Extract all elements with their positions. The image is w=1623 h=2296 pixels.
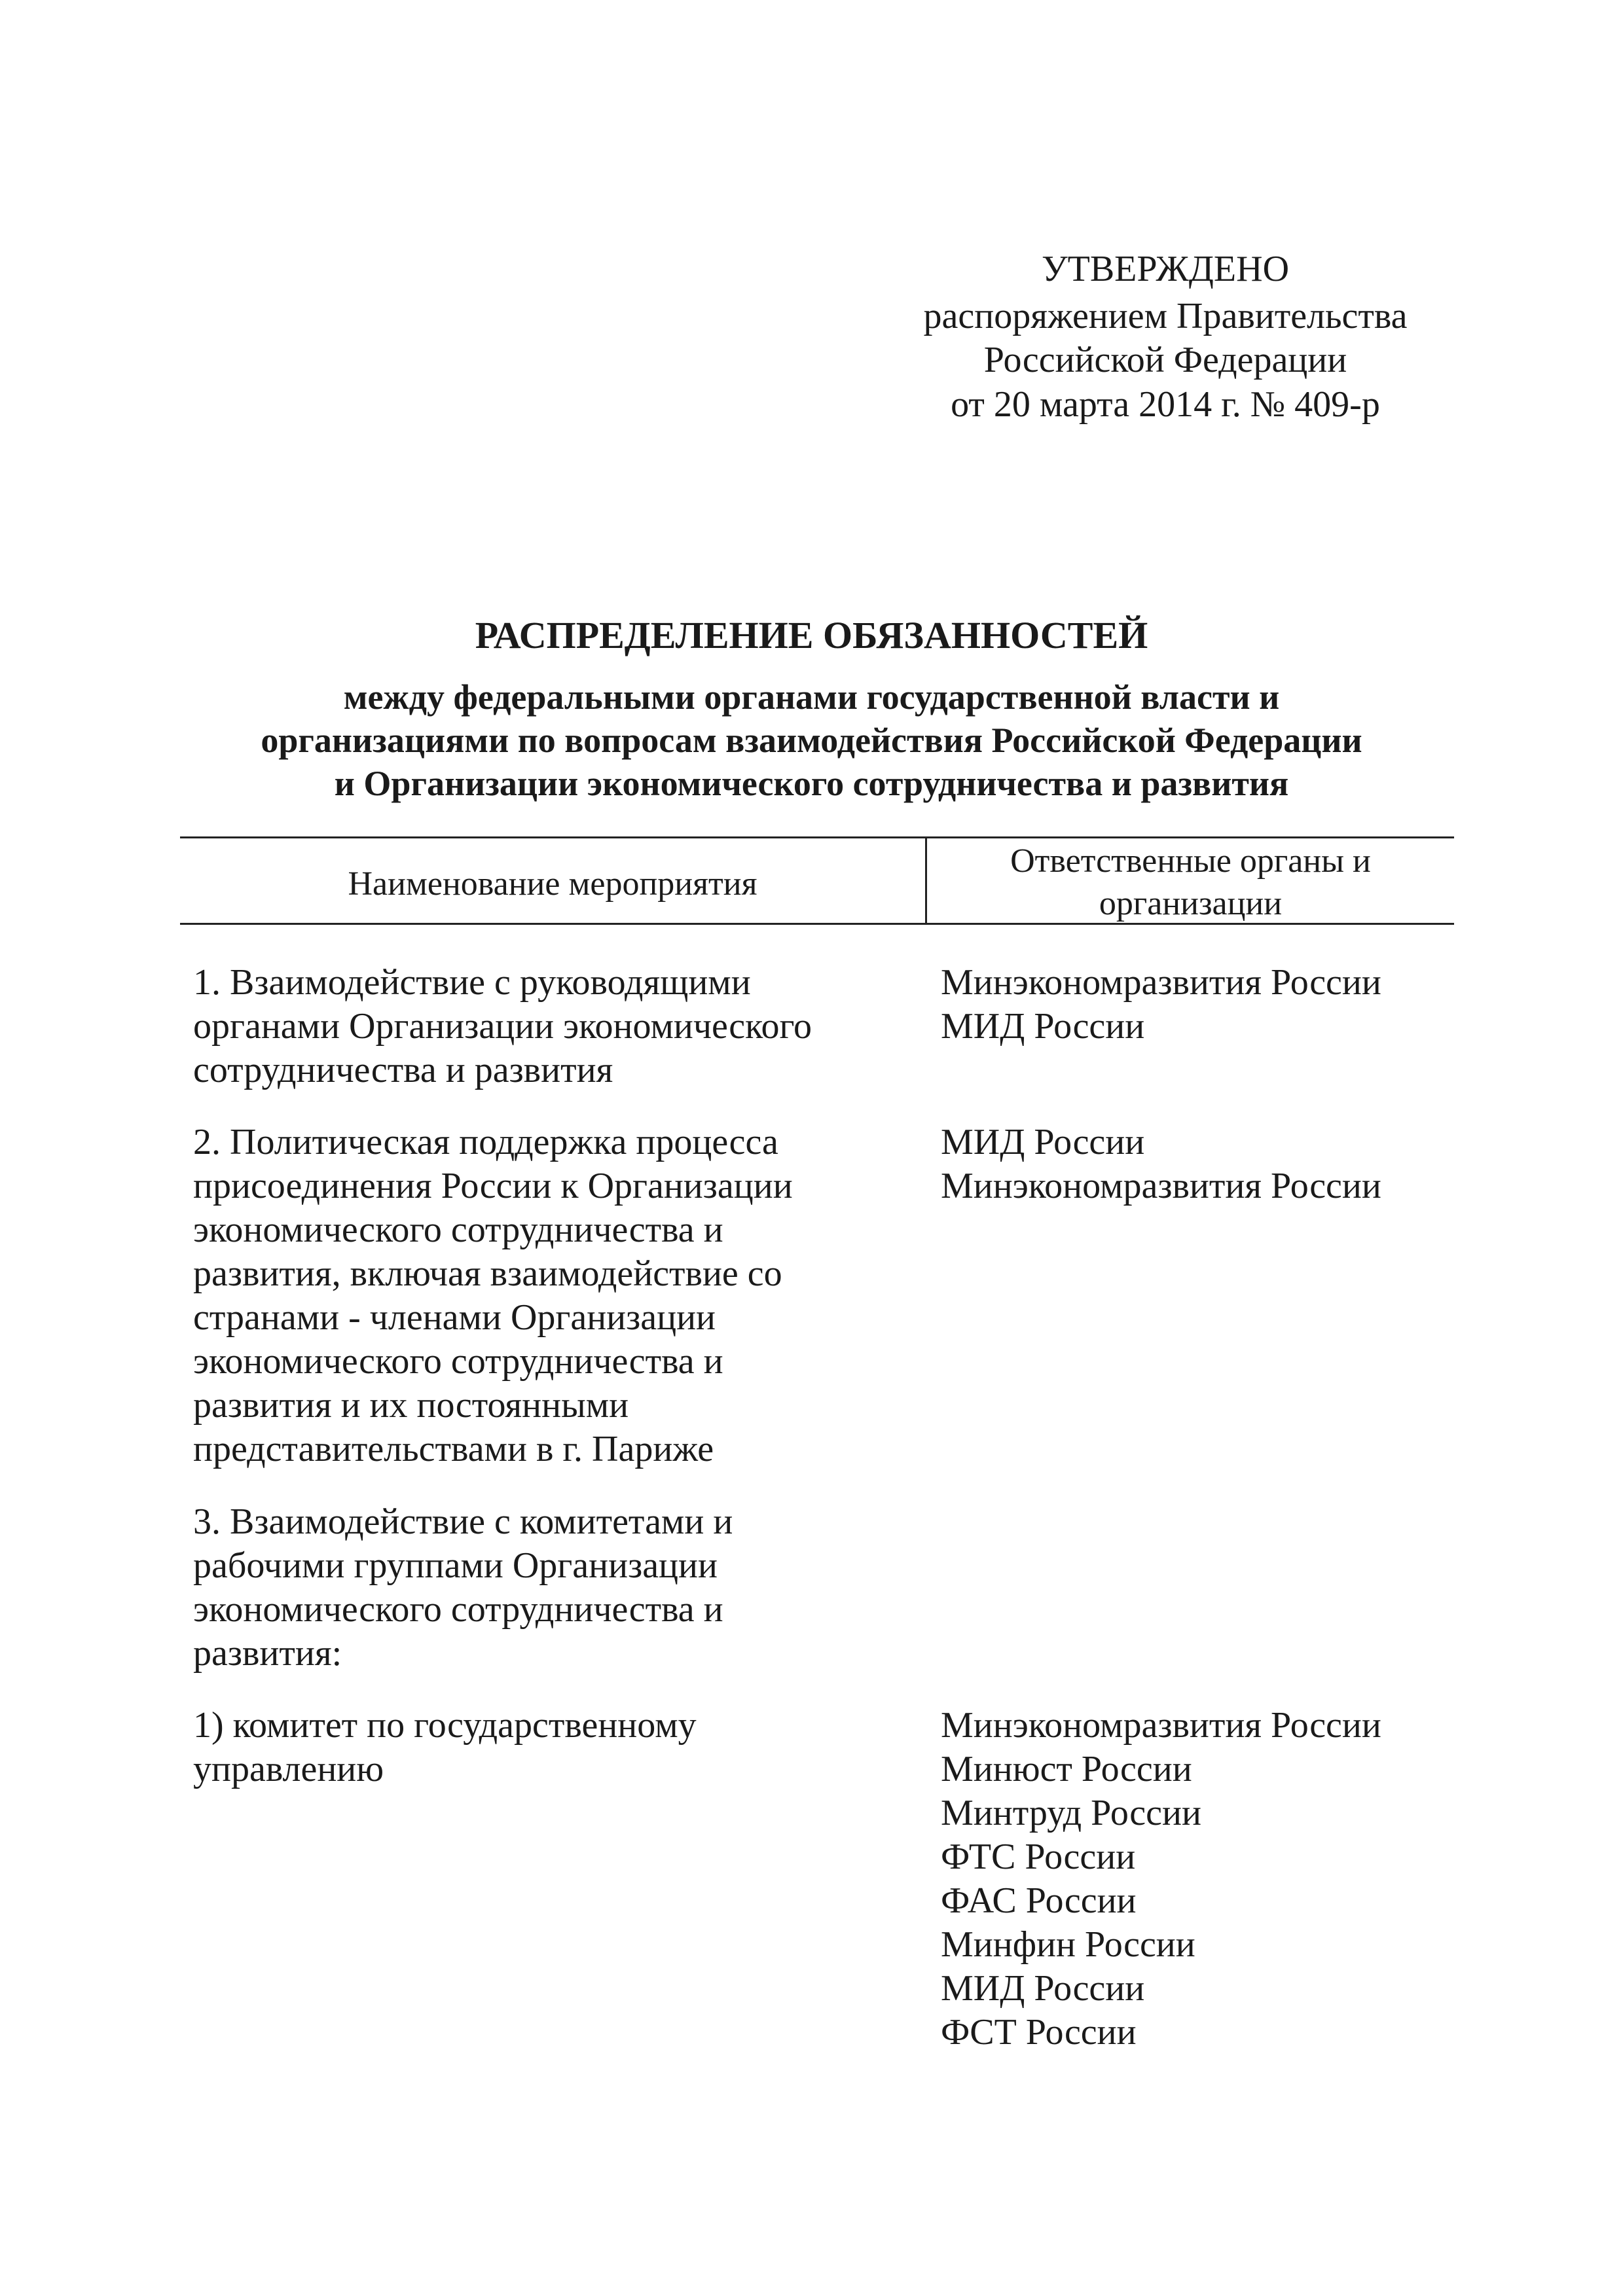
cell-line: 1) комитет по государственному	[193, 1705, 697, 1746]
approval-line-1: распоряжением Правительства	[923, 296, 1408, 336]
cell-line: Минэкономразвития России	[941, 1705, 1381, 1746]
cell-line: присоединения России к Организации	[193, 1166, 793, 1206]
cell-line: Минюст России	[941, 1749, 1192, 1789]
cell-line: экономического сотрудничества и	[193, 1589, 723, 1630]
table-row-2-activity	[193, 1121, 793, 1471]
table-row-1-responsible	[941, 961, 1381, 1049]
cell-line: экономического сотрудничества и	[193, 1210, 723, 1250]
cell-line: управлению	[193, 1749, 384, 1789]
table-row-4-activity	[193, 1704, 697, 1791]
table-row-1-activity	[193, 961, 812, 1092]
column-header-activity: Наименование мероприятия	[348, 865, 757, 903]
cell-line: Минфин России	[941, 1924, 1195, 1965]
cell-line: сотрудничества и развития	[193, 1050, 613, 1090]
cell-line: органами Организации экономического	[193, 1006, 812, 1047]
table-row-3-activity	[193, 1500, 733, 1676]
cell-line: МИД России	[941, 1006, 1145, 1047]
cell-line: 2. Политическая поддержка процесса	[193, 1122, 778, 1162]
cell-line: ФСТ России	[941, 2012, 1137, 2053]
cell-line: 1. Взаимодействие с руководящими	[193, 962, 751, 1003]
cell-line: ФАС России	[941, 1880, 1137, 1921]
approval-line-2: Российской Федерации	[983, 340, 1347, 380]
cell-line: экономического сотрудничества и	[193, 1341, 723, 1382]
cell-line: Минэкономразвития России	[941, 1166, 1381, 1206]
cell-line: Минэкономразвития России	[941, 962, 1381, 1003]
cell-line: представительствами в г. Париже	[193, 1429, 714, 1469]
document-subtitle-line-2: организациями по вопросам взаимодействия Российской Федерации	[261, 721, 1362, 760]
document-title: РАСПРЕДЕЛЕНИЕ ОБЯЗАННОСТЕЙ	[475, 614, 1148, 656]
approval-heading: УТВЕРЖДЕНО	[1041, 249, 1290, 289]
column-header-responsible-line-1: Ответственные органы и	[1010, 842, 1371, 880]
table-row-4-responsible	[941, 1704, 1381, 2054]
document-subtitle-line-3: и Организации экономического сотрудничества и развития	[334, 764, 1289, 803]
cell-line: развития:	[193, 1633, 342, 1674]
cell-line: странами - членами Организации	[193, 1297, 716, 1338]
cell-line: Минтруд России	[941, 1793, 1201, 1833]
cell-line: развития, включая взаимодействие со	[193, 1253, 782, 1294]
document-subtitle-line-1: между федеральными органами государственной власти и	[343, 677, 1280, 717]
table-top-rule	[180, 836, 1454, 838]
table-header-bottom-rule	[180, 923, 1454, 925]
table-row-2-responsible	[941, 1121, 1381, 1208]
approval-line-3: от 20 марта 2014 г. № 409-р	[951, 384, 1380, 425]
cell-line: развития и их постоянными	[193, 1385, 629, 1426]
column-header-responsible-line-2: организации	[1099, 885, 1283, 922]
cell-line: МИД России	[941, 1122, 1145, 1162]
cell-line: МИД России	[941, 1968, 1145, 2009]
cell-line: ФТС России	[941, 1837, 1136, 1877]
cell-line: 3. Взаимодействие с комитетами и	[193, 1501, 733, 1542]
cell-line: рабочими группами Организации	[193, 1545, 718, 1586]
